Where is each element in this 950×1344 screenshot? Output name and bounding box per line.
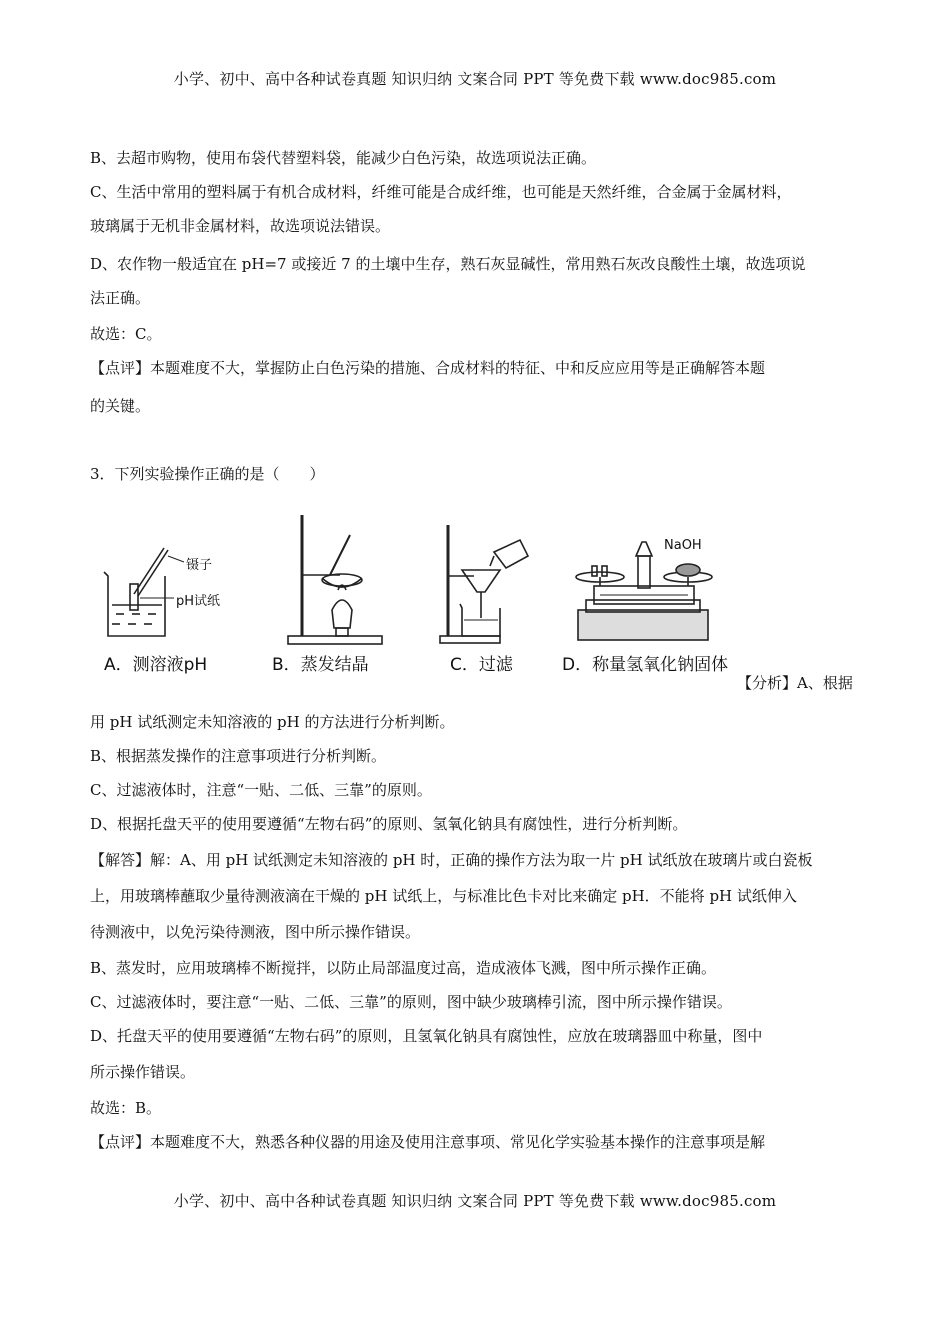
analysis-start: 【分析】A、根据 <box>737 674 853 692</box>
text-line: 待测液中，以免污染待测液，图中所示操作错误。 <box>90 923 421 941</box>
text-line: 玻璃属于无机非金属材料，故选项说法错误。 <box>90 217 391 235</box>
text-line: 法正确。 <box>90 289 151 307</box>
beaker-ph-paper-drawing <box>104 548 184 636</box>
text-line: 用 pH 试纸测定未知溶液的 pH 的方法进行分析判断。 <box>90 713 455 731</box>
text-line: 的关键。 <box>90 397 151 415</box>
text-line: 【点评】本题难度不大，熟悉各种仪器的用途及使用注意事项、常见化学实验基本操作的注意事项是解 <box>90 1133 766 1151</box>
text-line: 故选：B。 <box>90 1099 162 1117</box>
caption-c: C．过滤 <box>450 655 513 675</box>
ph-paper-label: pH试纸 <box>176 594 221 609</box>
text-line: B、根据蒸发操作的注意事项进行分析判断。 <box>90 747 387 765</box>
text-line: C、过滤液体时，要注意“一贴、二低、三靠”的原则，图中缺少玻璃棒引流，图中所示操作错误。 <box>90 993 732 1011</box>
naoh-label: NaOH <box>664 538 702 553</box>
caption-a: A．测溶液pH <box>104 655 208 675</box>
caption-b: B．蒸发结晶 <box>272 655 369 675</box>
text-line: 故选：C。 <box>90 325 162 343</box>
text-line: 上，用玻璃棒蘸取少量待测液滴在干燥的 pH 试纸上，与标准比色卡对比来确定 pH．不能将 pH 试纸伸入 <box>90 887 797 905</box>
question-title: 3．下列实验操作正确的是（ ） <box>90 465 325 483</box>
text-line: 【解答】解：A、用 pH 试纸测定未知溶液的 pH 时，正确的操作方法为取一片 pH 试纸放在玻璃片或白瓷板 <box>90 851 813 869</box>
text-line: 【点评】本题难度不大，掌握防止白色污染的措施、合成材料的特征、中和反应应用等是正确解答本题 <box>90 359 766 377</box>
text-line: 所示操作错误。 <box>90 1063 196 1081</box>
text-line: B、蒸发时，应用玻璃棒不断搅拌，以防止局部温度过高，造成液体飞溅，图中所示操作正确。 <box>90 959 717 977</box>
filtration-drawing <box>440 525 528 643</box>
evaporation-drawing <box>288 515 382 644</box>
text-line: D、根据托盘天平的使用要遵循“左物右码”的原则、氢氧化钠具有腐蚀性，进行分析判断。 <box>90 815 688 833</box>
text-line: C、生活中常用的塑料属于有机合成材料，纤维可能是合成纤维，也可能是天然纤维，合金属于金属材料， <box>90 183 792 201</box>
text-line: C、过滤液体时，注意“一贴、二低、三靠”的原则。 <box>90 781 432 799</box>
balance-drawing <box>576 542 712 640</box>
text-line: D、农作物一般适宜在 pH=7 或接近 7 的土壤中生存，熟石灰显碱性，常用熟石灰改良酸性土壤，故选项说 <box>90 255 806 273</box>
page-header: 小学、初中、高中各种试卷真题 知识归纳 文案合同 PPT 等免费下载 www.doc985.com <box>173 70 777 88</box>
caption-d: D．称量氢氧化钠固体 <box>562 655 729 675</box>
text-line: D、托盘天平的使用要遵循“左物右码”的原则，且氢氧化钠具有腐蚀性，应放在玻璃器皿中称量，图中 <box>90 1027 763 1045</box>
page-footer: 小学、初中、高中各种试卷真题 知识归纳 文案合同 PPT 等免费下载 www.doc985.com <box>173 1192 777 1210</box>
tweezers-label: 镊子 <box>186 558 213 573</box>
text-line: B、去超市购物，使用布袋代替塑料袋，能减少白色污染，故选项说法正确。 <box>90 149 597 167</box>
